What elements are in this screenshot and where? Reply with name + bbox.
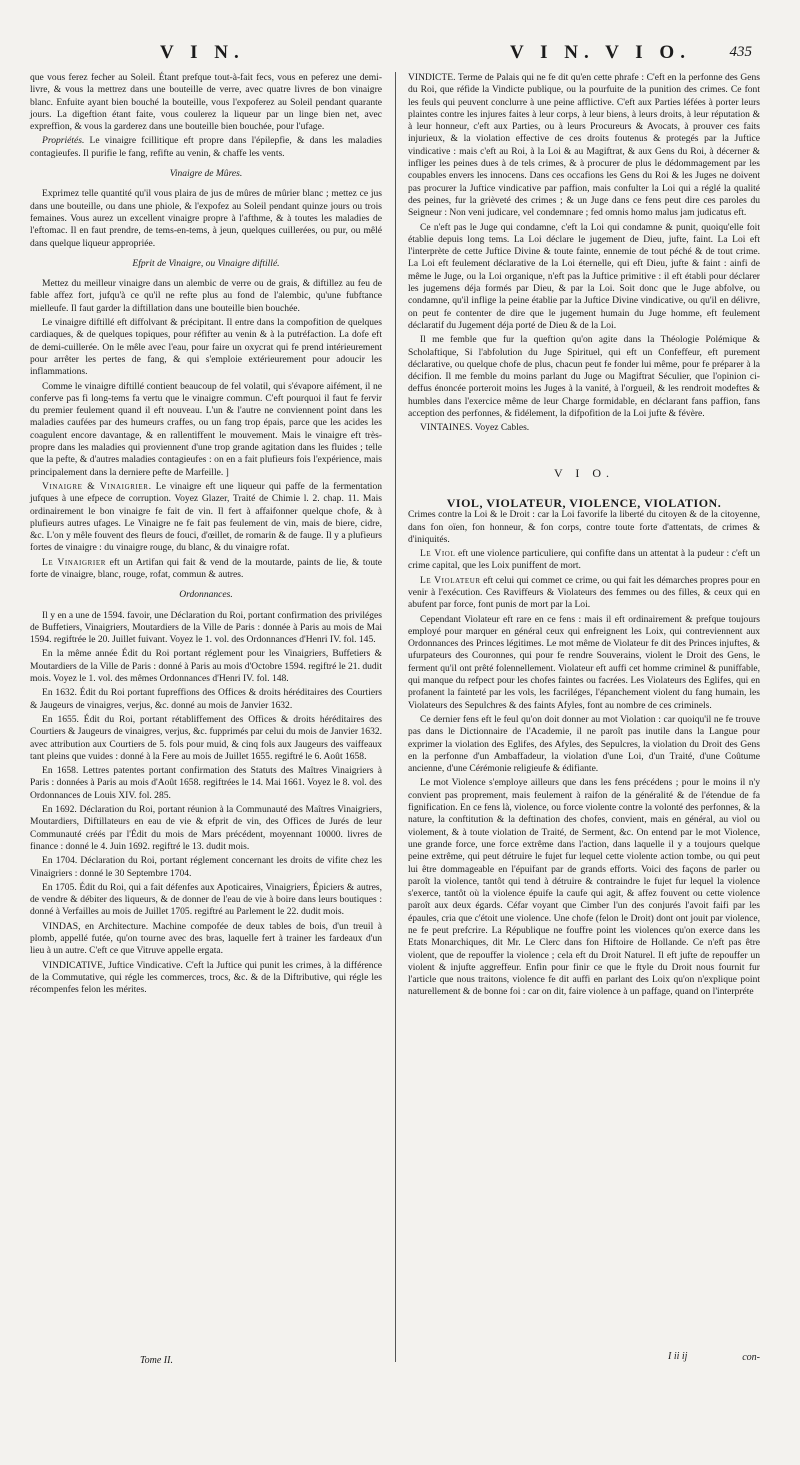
entry-lead: Le Violateur: [420, 574, 481, 586]
page-number: 435: [729, 44, 752, 60]
column-divider: [395, 72, 396, 1362]
ordonnance: En 1658. Lettres patentes portant confirmation des Statuts des Maîtres Vinaigriers à Paris : données à Paris au mois d'Août 1658. regiftrées le 14. Mai 1661. Voyez le 8. vol. des Ordonnances de Louis XIV. fol. 285.: [30, 765, 382, 801]
paragraph-text: eft celui qui commet ce crime, ou qui fait les démarches propres pour en venir à l'exécution. Ces Raviffeurs & Violateurs des femmes ou des filles, & ceux qui en abufent par force, font punis de mort par la Loi.: [408, 574, 760, 611]
paragraph: [30, 557, 382, 582]
paragraph-text: eft une violence particuliere, qui confifte dans un attentat à la pudeur : c'eft un crime capital, que les Loix puniffent de mort.: [408, 548, 760, 572]
running-head-left: V I N.: [160, 42, 245, 63]
left-column: [30, 72, 382, 998]
paragraph: Comme le vinaigre diftillé contient beaucoup de fel volatil, qui s'évapore aifément, il ne conferve pas fi long-tems fa vertu que le vinaigre commun. C'eft pourquoi il faut fe fervir du premier feulement quand il eft nouveau. L'un & l'autre ne conviennent point dans les maladies caufées par des humeurs craffes, ou un fang trop épais, parce que les acides les coagulent encore davantage, & en rallentiffent le mouvement. Mais le vinaigre eft très-propre dans les maladies qui proviennent d'une trop grande agitation dans les fluides ; telle que la pefte, & d'autres maladies contagieufes : on en a fait plufieurs fois l'expérience, mais principalement dans la derniere pefte de Marfeille. ]: [30, 380, 382, 478]
right-column: [408, 72, 760, 1001]
section-heading-vio: V I O.: [553, 465, 615, 480]
subheading-esprit: Efprit de Vinaigre, ou Vinaigre diftillé.: [132, 257, 280, 269]
entry-lead: VINDAS,: [42, 920, 81, 932]
signature-mark: I ii ij: [668, 1351, 688, 1362]
paragraph: [30, 921, 382, 958]
entry-lead: VINDICATIVE,: [42, 959, 106, 971]
paragraph: Il me femble que fur la queftion qu'on agite dans la Théologie Polémique & Scholaftique, Si l'abfolution du Juge Spirituel, qui eft un Confeffeur, eft purement déclarative, ou quelque chofe de plus, chacun peut fe fonder lui même, pour fe préparer à la décifion. Il me femble du moins parlant du Juge ou Magiftrat Séculier, que l'opinion ci-deffus énoncée porteroit moins les Juges à la vanité, à l'orgueil, & les rendroit modeftes & humbles dans l'exercice même de leur Charge formidable, en déclarant fans paffion, fans acception des perfonnes, & fidélement, la difpofition de la Loi jufte & févère.: [408, 334, 760, 420]
running-head-right: V I N. V I O.: [510, 42, 691, 63]
ordonnance: En 1632. Édit du Roi portant fupreffions des Offices & droits héréditaires des Courtiers & Jaugeurs de vinaigres, verjus, &c. donné au mois de Janvier 1632.: [30, 687, 382, 711]
paragraph: [30, 135, 382, 160]
ordonnance: En 1705. Édit du Roi, qui a fait défenfes aux Apoticaires, Vinaigriers, Épiciers & autres, de vendre & débiter des liqueurs, & de donner de l'eau de vie à boire dans leurs boutiques : donné à Verfailles au mois de Juillet 1705. regiftré au Parlement le 22. dudit mois.: [30, 881, 382, 918]
paragraph-text: Terme de Palais qui ne fe dit qu'en cette phrafe : C'eft en la perfonne des Gens du Roi, que réfide la Vindicte publique, ou la pourfuite de la punition des crimes. Ce font les feuls qui peuvent conclurre à une peine afflictive. C'eft aux Parties léfées à porter leurs plaintes contre les injures faites à leur corps, à leur biens, à leurs droits, à leur réputation & à leur honneur, c'eft aux Parties, ou à leurs Procureurs & Avocats, à prouver ces faits injurieux, & la violation effective de ces droits foutenus & protegés par la Juftice vindicative : mais c'eft au Roi, à la Loi & au Magiftrat, & aux Gens du Roi, à décerner & infliger les peines dues à de tels crimes, & à procurer de plus le dédommagement par les coupables envers les innocens. Dans ces occafions les Gens du Roi & les Juges ne doivent pas procurer la Juftice vindicative par paffion, mais confulter la Loi qui a réglé la qualité des peines, fur la grièveté des crimes ; & un Juge dans ce fens peut dire ces paroles du Seigneur : Non veni judicare, vel condemnare ; fed omnis homo malus jam judicatus eft.: [408, 72, 760, 219]
paragraph: Ce n'eft pas le Juge qui condamne, c'eft la Loi qui condamne & punit, quoiqu'elle foit établie depuis long tems. La Loi déclare le jugement de Dieu, jufte, faint. La Loi eft l'interprète de cette Juftice Divine & toute fainte, ennemie de tout péché & de tout crime. La Loi eft feulement déclarative de la Loi éternelle, qui eft Dieu, jufte & faint : ainfi de même le Juge, ou la Loi organique, n'eft pas la Juftice primitive : il eft établi pour déclarer les jugemens déja formés par Dieu, & par la Loi. Soit donc que le Juge abfolve, ou condamne, qu'il inflige la peine établie par la Juftice Divine vindicative, ou qu'il en délivre, on peut fe contenter de dire que le jugement humain du Juge homme, eft feulement déclaratif du Jugement déja porté de Dieu & de la Loi.: [408, 221, 760, 331]
paragraph: Exprimez telle quantité qu'il vous plaira de jus de mûres de mûrier blanc ; mettez ce jus dans une bouteille, ou dans une phiole, & l'expofez au Soleil pendant quinze jours ou trois femaines. Vous aurez un excellent vinaigre propre à l'afthme, & à toutes les maladies de l'eftomac. Il en faut prendre, de tems-en-tems, à jeun, quelques cuillerées, ou pur, ou mêlé dans quelque liqueur appropriée.: [30, 188, 382, 249]
paragraph-text: Le vinaigre fcillitique eft propre dans l'épilepfie, & dans les maladies contagieufes. Il purifie le fang, refifte au venin, & chaffe les vents.: [30, 135, 382, 159]
paragraph: [408, 575, 760, 612]
paragraph: Crimes contre la Loi & le Droit : car la Loi favorife la liberté du citoyen & de la citoyenne, dans fon oïen, fon honneur, & fon corps, contre toute forte d'attentats, de crimes & d'iniquités.: [408, 509, 760, 545]
ordonnance: En 1704. Déclaration du Roi, portant réglement concernant les droits de vifite chez les Vinaigriers : donné le 30 Septembre 1704.: [30, 855, 382, 879]
entry-lead: VINDICTE.: [408, 72, 456, 83]
label: Propriétés.: [42, 135, 85, 147]
entry-rubric: VIOL, VIOLATEUR, VIOLENCE, VIOLATION.: [446, 495, 722, 510]
subheading-mures: Vinaigre de Mûres.: [169, 168, 243, 180]
paragraph-text: eft un Artifan qui fait & vend de la moutarde, paints de lie, & toute forte de vinaigre, blanc, rouge, rofat, commun & autres.: [30, 556, 382, 580]
entry-lead: Vinaigre & Vinaigrier.: [42, 480, 152, 492]
paragraph: Le vinaigre diftillé eft diffolvant & précipitant. Il entre dans la compofition de quelques cardiaques, & de quelques topiques, pour réfifter au venin & à la putréfaction. La dofe eft de demi-cuillerée. On le mêle avec l'eau, pour faire un oxycrat qui fe prend intérieurement pour arrêter les pertes de fang, & qui s'emploie extérieurement pour adoucir les inflammations.: [30, 317, 382, 378]
entry-lead: VINTAINES.: [420, 422, 473, 434]
paragraph-text: en Architecture. Machine compofée de deux tables de bois, d'un treuil à plomb, appellé futée, qu'on tourne avec des bras, laquelle fert à trainer les fardeaux d'un lieu à un autre. C'eft ce que Vitruve appelle ergata.: [30, 920, 382, 957]
entry-lead: Le Vinaigrier: [42, 556, 106, 568]
ordonnance: En 1655. Édit du Roi, portant rétabliffement des Offices & droits héréditaires des Courtiers & Jaugeurs de vinaigres, verjus, &c. fupprimés par celui du mois de Janvier 1632. avec attribution aux Courtiers de 5. fols pour muid, & cinq fols aux Jaugeurs des vaiffeaux tant pleins que vuides : donné à la Fere au mois de Juillet 1655. regiftré le 6. Août 1658.: [30, 713, 382, 762]
subheading-ordonnances: Ordonnances.: [179, 589, 233, 601]
volume-footer: Tome II.: [140, 1355, 173, 1366]
paragraph-text: Le vinaigre eft une liqueur qui paffe de la fermentation jufques à une efpece de corruption. Voyez Glazer, Traité de Chimie l. 2. chap. 11. Mais ordinairement le bon vinaigre fe fait de vin. Il fert à affaifonner quelque chofe, & à plufieurs autres ufages. Le Vinaigre ne fe fait pas feulement de vin, mais de biere, cidre, &c. L'on y mêle fouvent des fleurs de fouci, d'œillet, de romarin & de fauge. Il y a plufieurs fortes de vinaigre : du vinaigre rouge, du blanc, & du vinaigre rofat.: [30, 480, 383, 554]
paragraph: Ce dernier fens eft le feul qu'on doit donner au mot Violation : car quoiqu'il ne fe trouve pas dans le Dictionnaire de l'Academie, il ne paroît pas inutile dans la Langue pour exprimer la violation des Eglifes, des Afyles, des Sepulcres, la violation du Droit des Gens en la perfonne d'un Ambaffadeur, la violation d'une Loi, d'un Traité, d'une Coûtume ancienne, d'une Cérémonie religieufe & édifiante.: [408, 713, 760, 775]
catchword: con-: [742, 1352, 760, 1363]
paragraph: [30, 960, 382, 997]
paragraph: Le mot Violence s'employe ailleurs que dans les fens précédens ; pour le moins il n'y convient pas proprement, mais feulement à raifon de la généralité & de l'étendue de fa fignification. En ce fens là, violence, ou force violente contre la volonté des perfonnes, & la nature, la conftitution & la deftination des chofes, convient, mais en général, au viol ou violement, & à toute violation de Traité, de Serment, &c. On entend par le mot Violence, une grande force, une force extrême dans l'action, dans laquelle il y a toujours quelque peine extrême, qui peut détruire le fujet fur lequel cette violente action tombe, ou qui peut lui être dommageable en l'épuifant par de grands efforts. Voici des façons de parler ou paroît la violence, tantôt qui tend à détruire & contraindre le fujet fur lequel la violence s'exerce, tantôt où la violence épuife la caufe qui agit, & affez fouvent ou cette violence paroît aux deux égards. Céfar voyant que Cimber l'un des conjurés l'avoit faifi par les épaules, cria que c'étoit une violence. Une chofe (felon le Droit) dont ont jouit par violence, ne fe peut prefcrire. La République ne fouffre point les violences qu'on exerce dans les Etats Monarchiques, dit Mr. Le Clerc dans fon Hiftoire de Hollande. Ce n'eft pas être violent, que de repouffer la violence ; cela eft du Droit Naturel. Il eft jufte de repouffer un violent & injufte aggreffeur. Enfin pour finir ce que le ftyle du Droit nous fournit fur l'article que nous traitons, violence fe dit auffi en parlant des Loix qu'on n'explique point naturellement & de bonne foi : car on dit, faire violence à un paffage, quand on l'interpréte: [408, 777, 760, 998]
paragraph: [408, 72, 760, 220]
paragraph: [408, 548, 760, 573]
paragraph-text: Voyez Cables.: [472, 422, 530, 434]
ordonnance: Il y en a une de 1594. favoir, une Déclaration du Roi, portant confirmation des priviléges de Buffetiers, Vinaigriers, Moutardiers de la Ville de Paris : donnée à Paris au mois de Mai 1594. regiftrée le 20. Juillet fuivant. Voyez le 1. vol. des Ordonnances d'Henri IV. fol. 145.: [30, 609, 382, 646]
paragraph: que vous ferez fecher au Soleil. Étant prefque tout-à-fait fecs, vous en peferez une demi-livre, & vous la mettrez dans une bouteille de verre, avec quatre livres de bon vinaigre blanc. Enfuite ayant bien bouché la bouteille, vous l'expoferez au Soleil pendant quarante jours. La digeftion étant faite, vous coulerez la liqueur par un linge bien net, avec expreffion, & vous la garderez dans une bouteille bien bouchée, pour l'ufage.: [30, 72, 382, 133]
paragraph: Mettez du meilleur vinaigre dans un alembic de verre ou de grais, & diftillez au feu de fable affez fort, jufqu'à ce qu'il ne refte plus au fond de l'alembic, qu'une fubftance mielleufe. Il faut garder la diftillation dans une bouteille bien bouchée.: [30, 278, 382, 314]
ordonnance: En la même année Édit du Roi portant réglement pour les Vinaigriers, Buffetiers & Moutardiers de la Ville de Paris : donné à Paris au mois d'Octobre 1594. regiftré le 21. dudit mois. Voyez le 1. vol. des mêmes Ordonnances d'Henri IV. fol. 148.: [30, 648, 382, 685]
paragraph: [30, 481, 382, 555]
paragraph-text: Juftice Vindicative. C'eft la Juftice qui punit les crimes, à la différence de la Commutative, qui régle les commerces, trocs, &c. & de la Diftributive, qui régle les récompenfes felon les mérites.: [30, 959, 382, 996]
paragraph: [408, 422, 760, 434]
paragraph: Cependant Violateur eft rare en ce fens : mais il eft ordinairement & prefque toujours employé pour marquer en général ceux qui enfreignent les Loix, qui contreviennent aux Ordonnances des Princes légitimes. Le mot même de Violateur fe dit des Princes injuftes, & ufurpateurs des Couronnes, qui pour fe rendre Souverains, violent le Droit des Gens, le ferment qu'il ont prêté folennellement. Violateur eft auffi cet homme criminel & puniffable, qui manque du refpect pour les chofes faintes ou facrées. Les Violateurs des Eglifes, qui en profanent la fainteté par les vols, les facriléges, l'épanchement violent du fang humain, les Violateurs des Sepulchres & des faints Afyles, font au nombre de ces criminels.: [408, 613, 760, 711]
ordonnance: En 1692. Déclaration du Roi, portant réunion à la Communauté des Maîtres Vinaigriers, Moutardiers, Diftillateurs en eau de vie & efprit de vin, des Offices de Jurés de leur Communauté créés par l'Édit du mois de Mars précédent, moyennant 10000. livres de finance : donné le 4. Juin 1692. regiftré le 13. dudit mois.: [30, 804, 382, 852]
entry-lead: Le Viol: [420, 548, 456, 560]
